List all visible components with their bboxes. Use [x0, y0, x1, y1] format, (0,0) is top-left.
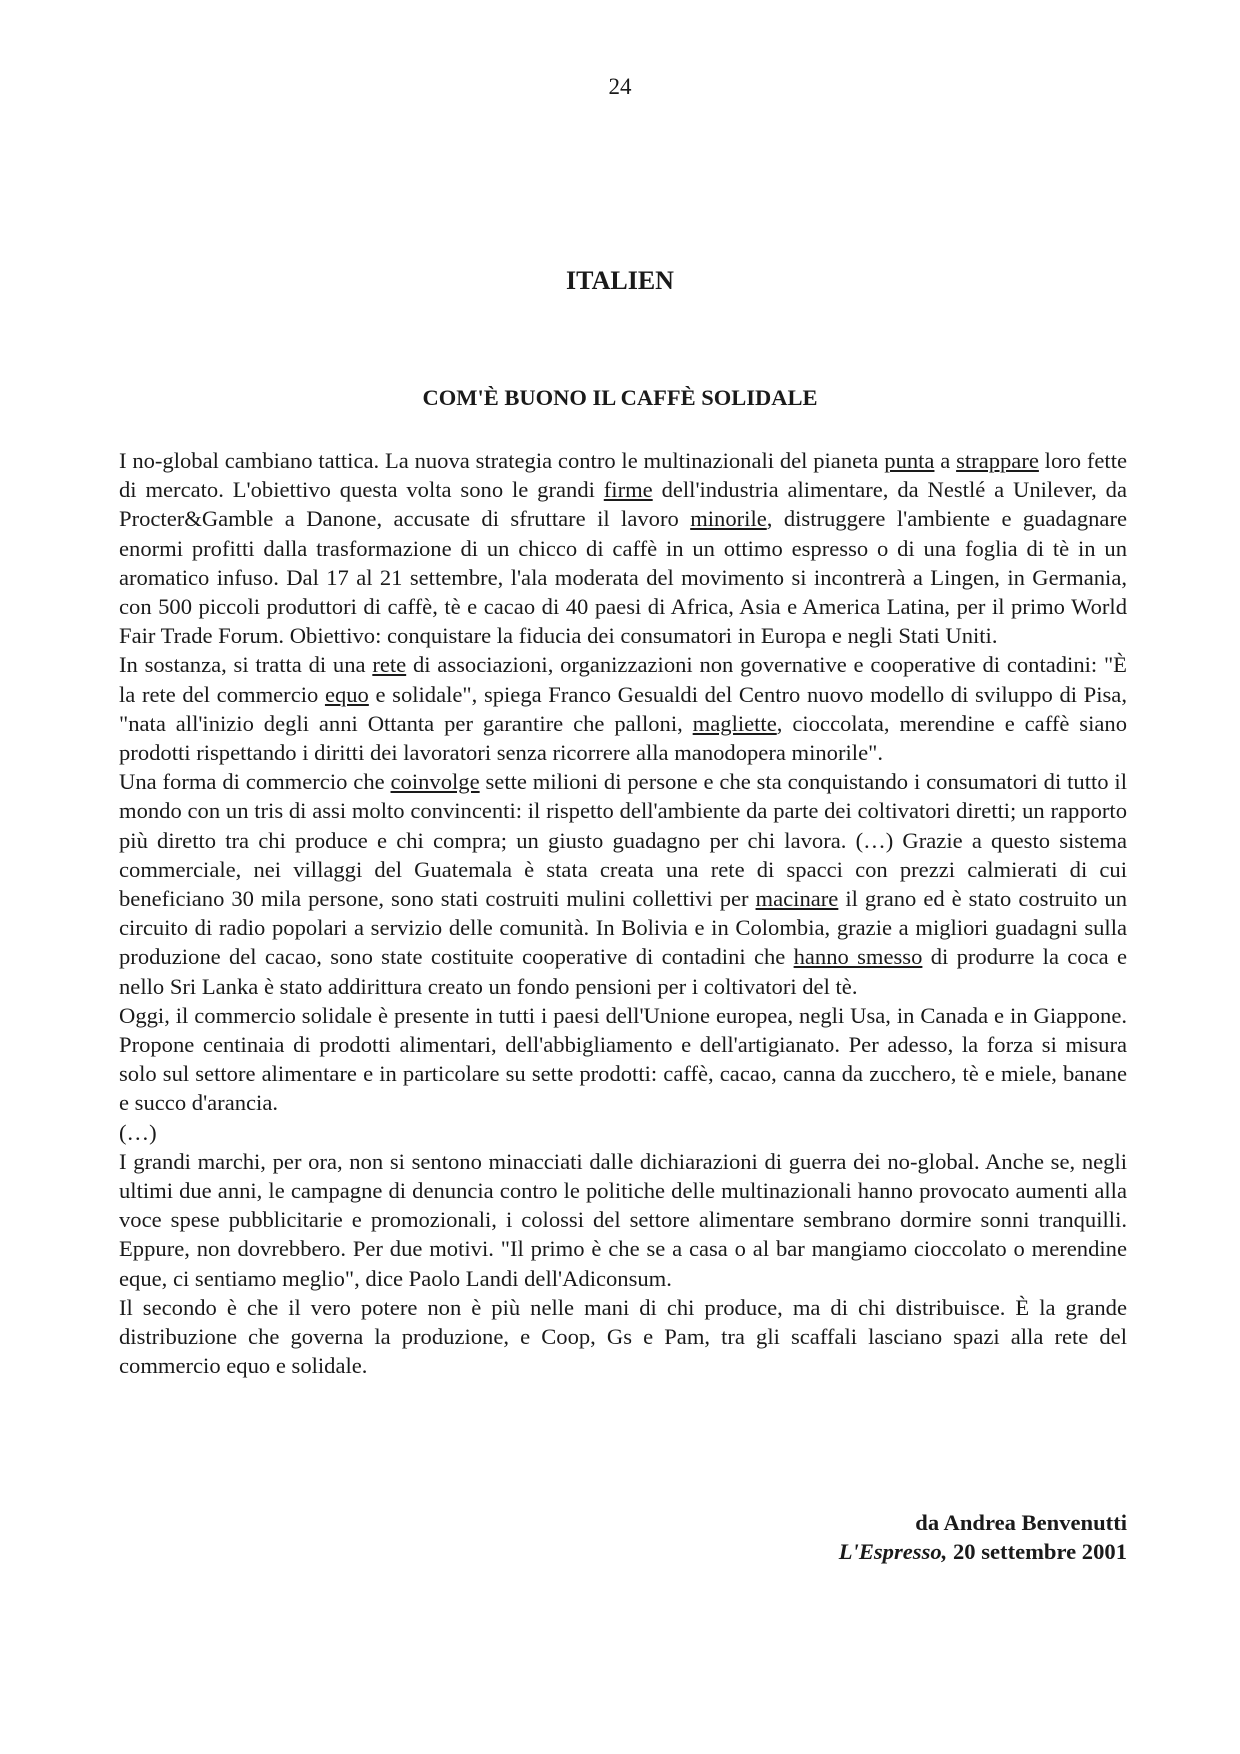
paragraph-text: loro fette di mercato. L'obiettivo questa volta sono le grandi: [119, 448, 1128, 503]
underlined-word: coinvolge: [390, 769, 480, 795]
publication-name: L'Espresso,: [838, 1539, 948, 1565]
paragraph-text: , cioccolata, merendine e caffè siano prodotti rispettando i diritti dei lavoratori senza ricorrere alla manodopera minorile".: [119, 710, 1127, 766]
paragraph-1: [119, 446, 1127, 650]
paragraph-2: [119, 650, 1127, 767]
publication-date: 20 settembre 2001: [947, 1539, 1127, 1565]
paragraph-4: Oggi, il commercio solidale è presente in tutti i paesi dell'Unione europea, negli Usa, in Canada e in Giappone. Propone centinaia di prodotti alimentari, dell'abbigliamento e dell'artigianato. Per adesso, la forza si misura solo sul settore alimentare e in particolare su sette prodotti: caffè, cacao, canna da zucchero, tè e miele, banane e succo d'arancia.: [119, 1002, 1127, 1116]
article-body: [119, 446, 1127, 1381]
underlined-word: firme: [603, 477, 653, 503]
article-title: COM'È BUONO IL CAFFÈ SOLIDALE: [422, 385, 818, 410]
underlined-word: strappare: [956, 448, 1039, 473]
paragraph-text: sette milioni di persone e che sta conquistando i consumatori di tutto il mondo con un tris di assi molto convincenti: il rispetto dell'ambiente da parte dei coltivatori diretti; un rapporto più diretto tra chi produce e chi compra; un giusto guadagno per chi lavora. (…) Grazie a questo sistema commerciale, nei villaggi del Guatemala è stata creata una rete di spacci con prezzi calmierati di cui beneficiano 30 mila persone, sono stati costruiti mulini collettivi per: [119, 769, 1127, 912]
paragraph-text: di produrre la coca e nello Sri Lanka è stato addirittura creato un fondo pensioni per i coltivatori del tè.: [119, 944, 1127, 999]
signature: [600, 1508, 1127, 1566]
paragraph-text: Una forma di commercio che: [119, 769, 391, 795]
paragraph-3: [119, 767, 1127, 1001]
paragraph-text: In sostanza, si tratta di una: [119, 652, 373, 678]
paragraph-text: dell'industria alimentare, da Nestlé a Unilever, da Procter&Gamble a Danone, accusate di sfruttare il lavoro: [119, 477, 1128, 532]
paragraph-5: (…): [119, 1119, 157, 1145]
paragraph-text: a: [934, 448, 957, 473]
underlined-word: punta: [884, 448, 935, 473]
underlined-word: hanno smesso: [793, 944, 923, 970]
underlined-word: macinare: [755, 886, 839, 912]
underlined-word: rete: [372, 652, 407, 678]
signature-source: [600, 1537, 1127, 1566]
paragraph-text: di associazioni, organizzazioni non governative e cooperative di contadini: "È la rete del commercio: [119, 652, 1127, 707]
paragraph-7: Il secondo è che il vero potere non è più nelle mani di chi produce, ma di chi distribuisce. È la grande distribuzione che governa la produzione, e Coop, Gs e Pam, tra gli scaffali lasciano spazi alla rete del commercio equo e solidale.: [119, 1294, 1127, 1379]
signature-author: da Andrea Benvenutti: [915, 1510, 1127, 1535]
page-number: 24: [608, 74, 632, 99]
paragraph-text: il grano ed è stato costruito un circuito di radio popolari a servizio delle comunità. In Bolivia e in Colombia, grazie a migliori guadagni sulla produzione del cacao, sono state costituite cooperative di contadini che: [119, 886, 1127, 970]
paragraph-6: I grandi marchi, per ora, non si sentono minacciati dalle dichiarazioni di guerra dei no-global. Anche se, negli ultimi due anni, le campagne di denuncia contro le politiche delle multinazionali hanno provocato aumenti alla voce spese pubblicitarie e promozionali, i colossi del settore alimentare sembrano dormire sonni tranquilli. Eppure, non dovrebbero. Per due motivi. "Il primo è che se a casa o al bar mangiamo cioccolato o merendine eque, ci sentiamo meglio", dice Paolo Landi dell'Adiconsum.: [119, 1148, 1127, 1291]
underlined-word: equo: [324, 681, 369, 707]
underlined-word: minorile: [690, 506, 767, 532]
paragraph-text: , distruggere l'ambiente e guadagnare enormi profitti dalla trasformazione di un chicco di caffè in un ottimo espresso o di una foglia di tè in un aromatico infuso. Dal 17 al 21 settembre, l'ala moderata del movimento si incontrerà a Lingen, in Germania, con 500 piccoli produttori di caffè, tè e cacao di 40 paesi di Africa, Asia e America Latina, per il primo World Fair Trade Forum. Obiettivo: conquistare la fiducia dei consumatori in Europa e negli Stati Uniti.: [119, 506, 1127, 649]
country-heading: ITALIEN: [566, 266, 674, 295]
paragraph-text: e solidale", spiega Franco Gesualdi del Centro nuovo modello di sviluppo di Pisa, "nata all'inizio degli anni Ottanta per garantire che palloni,: [119, 681, 1127, 736]
paragraph-text: I no-global cambiano tattica. La nuova strategia contro le multinazionali del pianeta: [119, 448, 885, 473]
underlined-word: magliette: [692, 710, 777, 736]
